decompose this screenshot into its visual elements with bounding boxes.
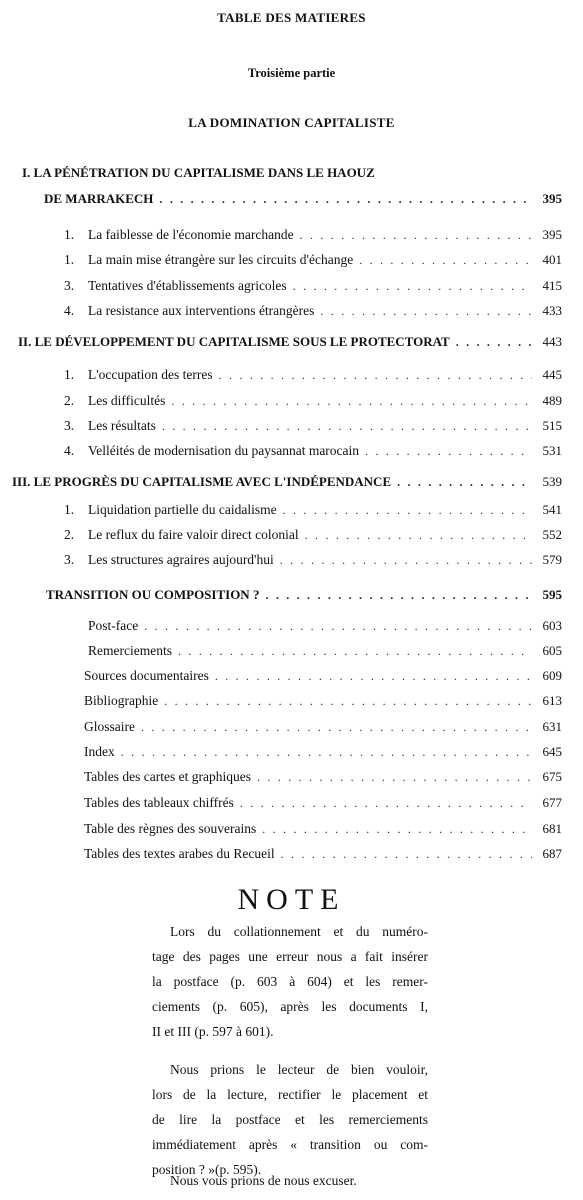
section-1-heading-row[interactable] xyxy=(44,190,562,208)
entry-label: La faiblesse de l'économie marchande xyxy=(88,227,294,242)
leader-dots xyxy=(121,743,532,761)
leader-dots xyxy=(257,768,532,786)
page-number: 595 xyxy=(542,587,562,602)
entry-label: Les structures agraires aujourd'hui xyxy=(88,552,274,567)
leader-dots xyxy=(162,417,532,435)
toc-entry[interactable] xyxy=(64,501,562,519)
note-line: Nous prions le lecteur de bien vouloir, xyxy=(170,1062,428,1077)
entry-label: Tables des cartes et graphiques xyxy=(84,769,251,784)
toc-entry[interactable] xyxy=(64,551,562,569)
backmatter-entry[interactable] xyxy=(84,692,562,710)
entry-number: 3. xyxy=(64,552,75,567)
entry-number: 2. xyxy=(64,527,75,542)
entry-label: La resistance aux interventions étrangères xyxy=(88,303,315,318)
entry-label: Index xyxy=(84,744,115,759)
entry-number: 3. xyxy=(64,418,75,433)
entry-label: Les difficultés xyxy=(88,393,166,408)
part-label: Troisième partie xyxy=(247,66,336,80)
entry-label: Table des règnes des souverains xyxy=(84,821,257,836)
entry-number: 2. xyxy=(64,393,75,408)
leader-dots xyxy=(164,692,532,710)
toc-entry[interactable] xyxy=(64,302,562,320)
page-number: 445 xyxy=(542,367,562,382)
page-number: 579 xyxy=(542,552,562,567)
page-number: 401 xyxy=(542,252,562,267)
backmatter-entry[interactable] xyxy=(84,743,562,761)
page-number: 677 xyxy=(542,795,562,810)
entry-number: 1. xyxy=(64,502,75,517)
page-number: 515 xyxy=(542,418,562,433)
leader-dots xyxy=(300,226,532,244)
entry-label: Remerciements xyxy=(88,643,172,658)
page-number: 605 xyxy=(542,643,562,658)
toc-entry[interactable] xyxy=(64,366,562,384)
backmatter-entry[interactable] xyxy=(84,718,562,736)
page-number: 681 xyxy=(542,821,562,836)
leader-dots xyxy=(141,718,532,736)
entry-number: 4. xyxy=(64,303,75,318)
leader-dots xyxy=(144,617,532,635)
page-number: 645 xyxy=(542,744,562,759)
page-number: 443 xyxy=(542,334,562,349)
note-line: de lire la postface et les remerciements xyxy=(152,1112,428,1127)
leader-dots xyxy=(456,333,532,351)
entry-label: L'occupation des terres xyxy=(88,367,213,382)
leader-dots xyxy=(359,251,532,269)
leader-dots xyxy=(240,794,532,812)
entry-label: Les résultats xyxy=(88,418,156,433)
backmatter-entry[interactable] xyxy=(88,617,562,635)
backmatter-entry[interactable] xyxy=(84,794,562,812)
part-title: LA DOMINATION CAPITALISTE xyxy=(188,115,395,130)
page-number: 395 xyxy=(542,191,562,206)
entry-label: Tentatives d'établissements agricoles xyxy=(88,278,287,293)
section-1-heading: I. LA PÉNÉTRATION DU CAPITALISME DANS LE HAOUZ xyxy=(22,165,375,180)
section-3-heading-row[interactable] xyxy=(12,473,562,491)
entry-label: Bibliographie xyxy=(84,693,159,708)
entry-label: Velléités de modernisation du paysannat marocain xyxy=(88,443,360,458)
entry-label: Sources documentaires xyxy=(84,668,209,683)
entry-number: 1. xyxy=(64,252,75,267)
entry-label: Post-face xyxy=(88,618,139,633)
backmatter-entry[interactable] xyxy=(84,667,562,685)
leader-dots xyxy=(281,845,532,863)
page-number: 395 xyxy=(542,227,562,242)
note-title: NOTE xyxy=(237,883,346,916)
entry-label: Tables des tableaux chiffrés xyxy=(84,795,234,810)
leader-dots xyxy=(171,392,532,410)
note-line: la postface (p. 603 à 604) et les remer- xyxy=(152,974,428,989)
note-line: position ? »(p. 595). xyxy=(152,1162,262,1177)
section-3-heading: III. LE PROGRÈS DU CAPITALISME AVEC L'INDÉPENDANCE xyxy=(12,474,392,489)
section-2-heading: II. LE DÉVELOPPEMENT DU CAPITALISME SOUS LE PROTECTORAT xyxy=(18,334,450,349)
transition-row[interactable] xyxy=(46,586,562,604)
leader-dots xyxy=(265,586,532,604)
note-line: II et III (p. 597 à 601). xyxy=(152,1024,274,1039)
note-line: tage des pages une erreur nous a fait insérer xyxy=(152,949,428,964)
page-number: 687 xyxy=(542,846,562,861)
entry-number: 1. xyxy=(64,367,75,382)
toc-entry[interactable] xyxy=(64,226,562,244)
page-number: 539 xyxy=(542,474,562,489)
leader-dots xyxy=(365,442,532,460)
page-number: 603 xyxy=(542,618,562,633)
page-number: 613 xyxy=(542,693,562,708)
toc-entry[interactable] xyxy=(64,251,562,269)
leader-dots xyxy=(159,190,532,208)
note-paragraph-1 xyxy=(152,919,428,1044)
entry-label: Le reflux du faire valoir direct colonial xyxy=(88,527,299,542)
leader-dots xyxy=(219,366,532,384)
page-number: 631 xyxy=(542,719,562,734)
leader-dots xyxy=(320,302,532,320)
note-paragraph-3 xyxy=(152,1168,428,1193)
page-number: 552 xyxy=(542,527,562,542)
backmatter-entry[interactable] xyxy=(84,820,562,838)
toc-entry[interactable] xyxy=(64,442,562,460)
leader-dots xyxy=(305,526,532,544)
entry-label: Liquidation partielle du caidalisme xyxy=(88,502,277,517)
transition-heading: TRANSITION OU COMPOSITION ? xyxy=(46,587,260,602)
toc-entry[interactable] xyxy=(64,417,562,435)
leader-dots xyxy=(293,277,532,295)
leader-dots xyxy=(397,473,532,491)
leader-dots xyxy=(280,551,532,569)
note-line: ciements (p. 605), après les documents I, xyxy=(152,999,428,1014)
leader-dots xyxy=(262,820,532,838)
toc-title: TABLE DES MATIERES xyxy=(217,10,366,25)
entry-label: La main mise étrangère sur les circuits d'échange xyxy=(88,252,354,267)
page-number: 415 xyxy=(542,278,562,293)
note-paragraph-2 xyxy=(152,1057,428,1182)
note-line: immédiatement après « transition ou com- xyxy=(152,1137,428,1152)
entry-number: 1. xyxy=(64,227,75,242)
toc-entry[interactable] xyxy=(64,277,562,295)
toc-entry[interactable] xyxy=(64,526,562,544)
leader-dots xyxy=(283,501,532,519)
entry-label: Glossaire xyxy=(84,719,135,734)
toc-entry[interactable] xyxy=(64,392,562,410)
page-number: 531 xyxy=(542,443,562,458)
backmatter-entry[interactable] xyxy=(88,642,562,660)
section-2-heading-row[interactable] xyxy=(18,333,562,351)
backmatter-entry[interactable] xyxy=(84,768,562,786)
page-number: 489 xyxy=(542,393,562,408)
entry-label: Tables des textes arabes du Recueil xyxy=(84,846,275,861)
leader-dots xyxy=(178,642,532,660)
page-number: 675 xyxy=(542,769,562,784)
backmatter-entry[interactable] xyxy=(84,845,562,863)
leader-dots xyxy=(215,667,532,685)
entry-number: 3. xyxy=(64,278,75,293)
note-line: lors de la lecture, rectifier le placement et xyxy=(152,1087,428,1102)
section-1-heading-cont: DE MARRAKECH xyxy=(44,191,154,206)
note-line: Lors du collationnement et du numéro- xyxy=(170,924,428,939)
note-line: Nous vous prions de nous excuser. xyxy=(170,1173,357,1188)
page-number: 609 xyxy=(542,668,562,683)
entry-number: 4. xyxy=(64,443,75,458)
page-number: 433 xyxy=(542,303,562,318)
page-number: 541 xyxy=(542,502,562,517)
